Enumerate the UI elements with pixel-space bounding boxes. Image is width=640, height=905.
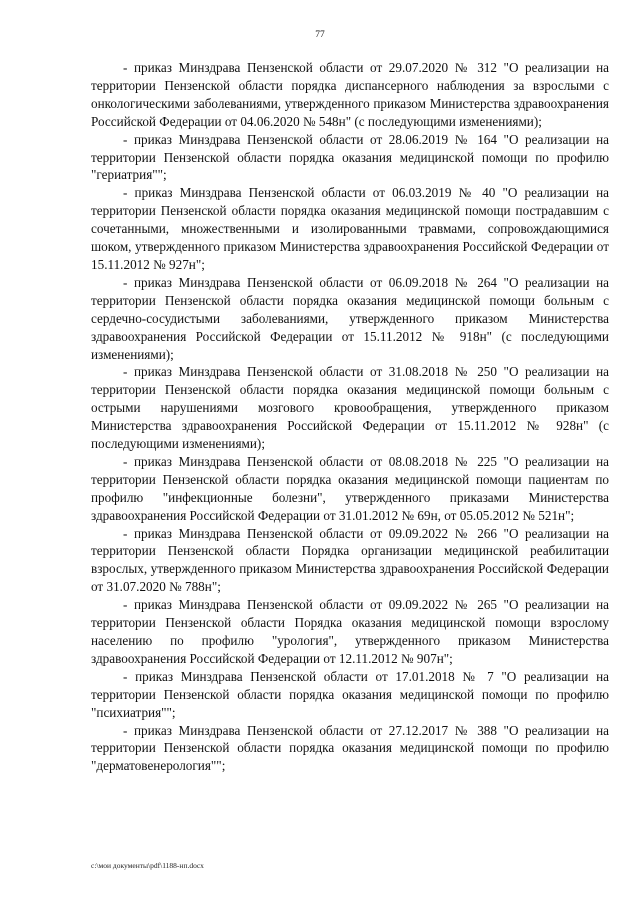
list-item: - приказ Минздрава Пензенской области от 06.03.2019 № 40 "О реализации на территории Пензенской области порядка оказания медицинской помощи пострадавшим с сочетанными, множественными и изолированными травмами, сопровождающимися шоком, утвержденного приказом Министерства здравоохранения Российской Федерации от 15.11.2012 № 927н"; [91,185,609,272]
page-number: 77 [315,30,325,40]
list-item: - приказ Минздрава Пензенской области от 31.08.2018 № 250 "О реализации на территории Пензенской области порядка оказания медицинской помощи больным с острыми нарушениями мозгового кровообращения, утвержденного приказом Министерства здравоохранения Российской Федерации от 15.11.2012 № 928н" (с последующими изменениями); [91,364,609,452]
list-item: - приказ Минздрава Пензенской области от 28.06.2019 № 164 "О реализации на территории Пензенской области порядка оказания медицинской помощи по профилю "гериатрия""; [91,131,609,183]
document-body [91,59,609,775]
list-item: - приказ Минздрава Пензенской области от 29.07.2020 № 312 "О реализации на территории Пензенской области порядка диспансерного наблюдения за взрослыми с онкологическими заболеваниями, утвержденного приказом Министерства здравоохранения Российской Федерации от 04.06.2020 № 548н" (с последующими изменениями); [91,60,609,129]
list-item: - приказ Минздрава Пензенской области от 17.01.2018 № 7 "О реализации на территории Пензенской области порядка оказания медицинской помощи по профилю "психиатрия""; [91,668,609,720]
list-item: - приказ Минздрава Пензенской области от 09.09.2022 № 266 "О реализации на территории Пензенской области Порядка организации медицинской реабилитации взрослых, утвержденного приказом Министерства здравоохранения Российской Федерации от 31.07.2020 № 788н"; [91,525,609,595]
list-item: - приказ Минздрава Пензенской области от 27.12.2017 № 388 "О реализации на территории Пензенской области порядка оказания медицинской помощи по профилю "дерматовенерология""; [91,722,609,774]
list-item: - приказ Минздрава Пензенской области от 09.09.2022 № 265 "О реализации на территории Пензенской области Порядка оказания медицинской помощи взрослому населению по профилю "урология", утвержденного приказом Министерства здравоохранения Российской Федерации от 12.11.2012 № 907н"; [91,597,609,666]
list-item: - приказ Минздрава Пензенской области от 06.09.2018 № 264 "О реализации на территории Пензенской области порядка оказания медицинской помощи больным с сердечно-сосудистыми заболеваниями, утвержденного приказом Министерства здравоохранения Российской Федерации от 15.11.2012 № 918н" (с последующими изменениями); [91,274,609,362]
footer-file-path: c:\мои документы\pdf\1188-нп.docx [91,861,204,870]
list-item: - приказ Минздрава Пензенской области от 08.08.2018 № 225 "О реализации на территории Пензенской области порядка оказания медицинской помощи пациентам по профилю "инфекционные болезни", утвержденного приказами Министерства здравоохранения Российской Федерации от 31.01.2012 № 69н, от 05.05.2012 № 521н"; [91,453,609,523]
